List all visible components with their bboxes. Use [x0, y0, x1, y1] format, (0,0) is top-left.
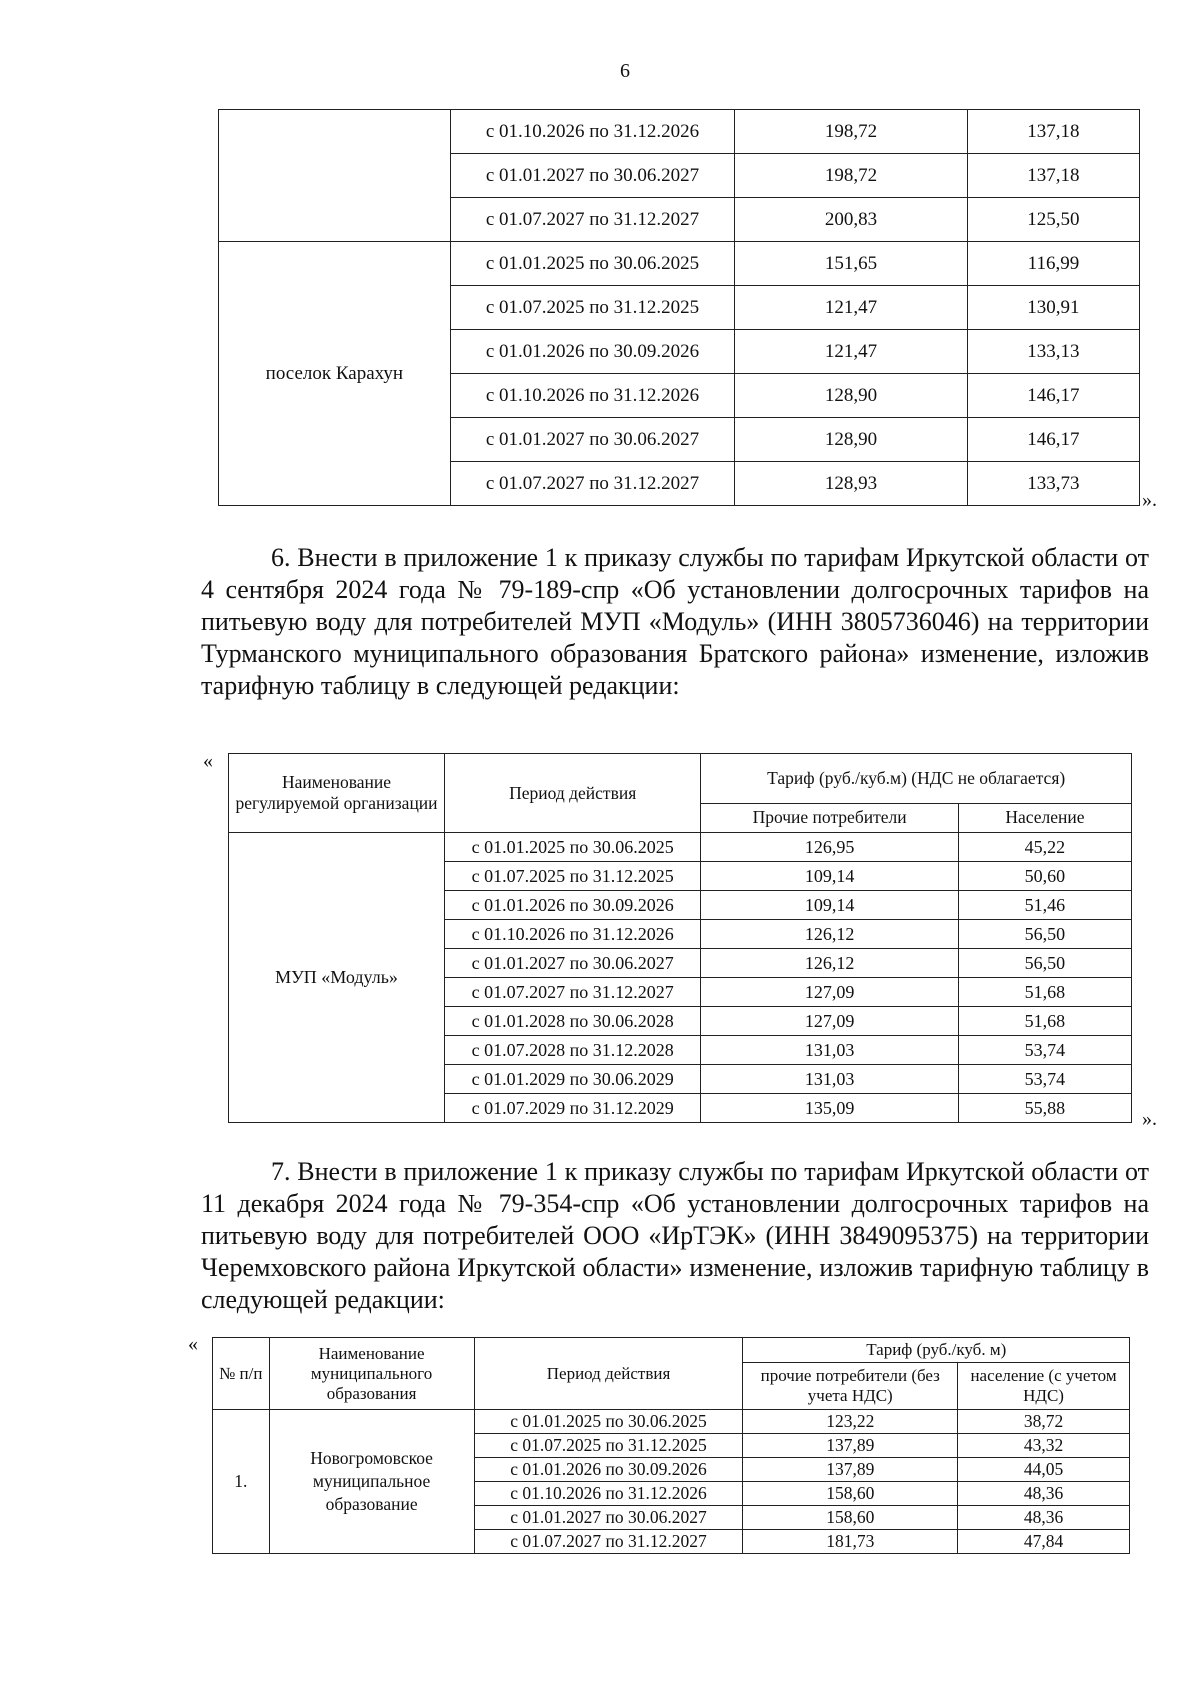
- period-cell: с 01.10.2026 по 31.12.2026: [450, 374, 734, 418]
- period-cell: с 01.01.2027 по 30.06.2027: [450, 418, 734, 462]
- table-header-row: [213, 1338, 1130, 1363]
- period-cell: с 01.07.2027 по 31.12.2027: [450, 198, 734, 242]
- other-tariff-cell: 131,03: [701, 1065, 958, 1094]
- period-cell: с 01.01.2025 по 30.06.2025: [445, 833, 701, 862]
- page-number: 6: [620, 60, 630, 82]
- other-tariff-cell: 109,14: [701, 862, 958, 891]
- population-tariff-cell: 146,17: [967, 418, 1139, 462]
- other-tariff-cell: 109,14: [701, 891, 958, 920]
- header-population: население (с учетом НДС): [958, 1363, 1130, 1410]
- other-tariff-cell: 151,65: [735, 242, 968, 286]
- table-row: [213, 1410, 1130, 1434]
- table-row: [219, 242, 1140, 286]
- population-tariff-cell: 48,36: [958, 1506, 1130, 1530]
- population-tariff-cell: 53,74: [958, 1065, 1131, 1094]
- header-tariff: Тариф (руб./куб. м): [743, 1338, 1130, 1363]
- other-tariff-cell: 198,72: [735, 110, 968, 154]
- population-tariff-cell: 48,36: [958, 1482, 1130, 1506]
- org-cell: МУП «Модуль»: [229, 833, 445, 1123]
- header-tariff: Тариф (руб./куб.м) (НДС не облагается): [701, 754, 1132, 804]
- population-tariff-cell: 56,50: [958, 949, 1131, 978]
- other-tariff-cell: 131,03: [701, 1036, 958, 1065]
- population-tariff-cell: 133,13: [967, 330, 1139, 374]
- population-tariff-cell: 51,68: [958, 1007, 1131, 1036]
- population-tariff-cell: 55,88: [958, 1094, 1131, 1123]
- num-cell: 1.: [213, 1410, 270, 1554]
- other-tariff-cell: 121,47: [735, 286, 968, 330]
- other-tariff-cell: 126,95: [701, 833, 958, 862]
- other-tariff-cell: 123,22: [743, 1410, 958, 1434]
- closing-quote: ».: [1142, 489, 1157, 511]
- period-cell: с 01.07.2028 по 31.12.2028: [445, 1036, 701, 1065]
- population-tariff-cell: 130,91: [967, 286, 1139, 330]
- table-header-row: [229, 754, 1132, 804]
- other-tariff-cell: 128,93: [735, 462, 968, 506]
- opening-quote: «: [203, 750, 213, 772]
- population-tariff-cell: 56,50: [958, 920, 1131, 949]
- other-tariff-cell: 128,90: [735, 418, 968, 462]
- population-tariff-cell: 137,18: [967, 110, 1139, 154]
- table-row: [229, 833, 1132, 862]
- population-tariff-cell: 133,73: [967, 462, 1139, 506]
- municipality-cell: Новогромовское муниципальное образование: [269, 1410, 474, 1554]
- period-cell: с 01.07.2025 по 31.12.2025: [445, 862, 701, 891]
- other-tariff-cell: 137,89: [743, 1458, 958, 1482]
- period-cell: с 01.10.2026 по 31.12.2026: [474, 1482, 743, 1506]
- paragraph-7-text: 7. Внести в приложение 1 к приказу службы по тарифам Иркутской области от 11 декабря 2024 года № 79-354-спр «Об установлении долгосрочных тарифов на питьевую воду для потребителей ООО «ИрТЭК» (ИНН 3849095375) на территории Черемховского района Иркутской области» изменение, изложив тарифную таблицу в следующей редакции:: [201, 1157, 1149, 1314]
- other-tariff-cell: 126,12: [701, 920, 958, 949]
- population-tariff-cell: 137,18: [967, 154, 1139, 198]
- population-tariff-cell: 146,17: [967, 374, 1139, 418]
- period-cell: с 01.01.2026 по 30.09.2026: [474, 1458, 743, 1482]
- header-other: Прочие потребители: [701, 803, 958, 832]
- other-tariff-cell: 128,90: [735, 374, 968, 418]
- period-cell: с 01.01.2029 по 30.06.2029: [445, 1065, 701, 1094]
- other-tariff-cell: 158,60: [743, 1506, 958, 1530]
- population-tariff-cell: 50,60: [958, 862, 1131, 891]
- org-cell: поселок Карахун: [219, 242, 451, 506]
- other-tariff-cell: 158,60: [743, 1482, 958, 1506]
- other-tariff-cell: 181,73: [743, 1530, 958, 1554]
- paragraph-6-text: 6. Внести в приложение 1 к приказу службы по тарифам Иркутской области от 4 сентября 2024 года № 79-189-спр «Об установлении долгосрочных тарифов на питьевую воду для потребителей МУП «Модуль» (ИНН 3805736046) на территории Турманского муниципального образования Братского района» изменение, изложив тарифную таблицу в следующей редакции:: [201, 543, 1149, 700]
- header-population: Население: [958, 803, 1131, 832]
- period-cell: с 01.07.2025 по 31.12.2025: [474, 1434, 743, 1458]
- header-period: Период действия: [474, 1338, 743, 1410]
- period-cell: с 01.07.2027 по 31.12.2027: [450, 462, 734, 506]
- population-tariff-cell: 45,22: [958, 833, 1131, 862]
- period-cell: с 01.01.2027 по 30.06.2027: [450, 154, 734, 198]
- table-row: [219, 110, 1140, 154]
- period-cell: с 01.10.2026 по 31.12.2026: [445, 920, 701, 949]
- population-tariff-cell: 51,46: [958, 891, 1131, 920]
- other-tariff-cell: 126,12: [701, 949, 958, 978]
- population-tariff-cell: 125,50: [967, 198, 1139, 242]
- population-tariff-cell: 51,68: [958, 978, 1131, 1007]
- population-tariff-cell: 43,32: [958, 1434, 1130, 1458]
- header-org: Наименование регулируемой организации: [229, 754, 445, 833]
- other-tariff-cell: 121,47: [735, 330, 968, 374]
- other-tariff-cell: 198,72: [735, 154, 968, 198]
- opening-quote: «: [188, 1333, 198, 1355]
- paragraph-7: [201, 1156, 1149, 1316]
- period-cell: с 01.07.2027 по 31.12.2027: [445, 978, 701, 1007]
- population-tariff-cell: 116,99: [967, 242, 1139, 286]
- period-cell: с 01.10.2026 по 31.12.2026: [450, 110, 734, 154]
- header-municipality: Наименование муниципального образования: [269, 1338, 474, 1410]
- closing-quote: ».: [1142, 1108, 1157, 1130]
- population-tariff-cell: 47,84: [958, 1530, 1130, 1554]
- tariff-table-modul: [228, 753, 1132, 1123]
- period-cell: с 01.07.2029 по 31.12.2029: [445, 1094, 701, 1123]
- period-cell: с 01.07.2025 по 31.12.2025: [450, 286, 734, 330]
- period-cell: с 01.01.2028 по 30.06.2028: [445, 1007, 701, 1036]
- other-tariff-cell: 127,09: [701, 1007, 958, 1036]
- period-cell: с 01.01.2027 по 30.06.2027: [474, 1506, 743, 1530]
- population-tariff-cell: 44,05: [958, 1458, 1130, 1482]
- org-cell-continued: [219, 110, 451, 242]
- population-tariff-cell: 38,72: [958, 1410, 1130, 1434]
- tariff-table-continued: [218, 109, 1140, 506]
- period-cell: с 01.01.2025 по 30.06.2025: [450, 242, 734, 286]
- other-tariff-cell: 127,09: [701, 978, 958, 1007]
- population-tariff-cell: 53,74: [958, 1036, 1131, 1065]
- header-num: № п/п: [213, 1338, 270, 1410]
- tariff-table-irtek: [212, 1337, 1130, 1554]
- period-cell: с 01.01.2026 по 30.09.2026: [445, 891, 701, 920]
- other-tariff-cell: 135,09: [701, 1094, 958, 1123]
- other-tariff-cell: 200,83: [735, 198, 968, 242]
- period-cell: с 01.01.2026 по 30.09.2026: [450, 330, 734, 374]
- period-cell: с 01.01.2025 по 30.06.2025: [474, 1410, 743, 1434]
- header-other: прочие потребители (без учета НДС): [743, 1363, 958, 1410]
- period-cell: с 01.07.2027 по 31.12.2027: [474, 1530, 743, 1554]
- paragraph-6: [201, 542, 1149, 702]
- period-cell: с 01.01.2027 по 30.06.2027: [445, 949, 701, 978]
- other-tariff-cell: 137,89: [743, 1434, 958, 1458]
- header-period: Период действия: [445, 754, 701, 833]
